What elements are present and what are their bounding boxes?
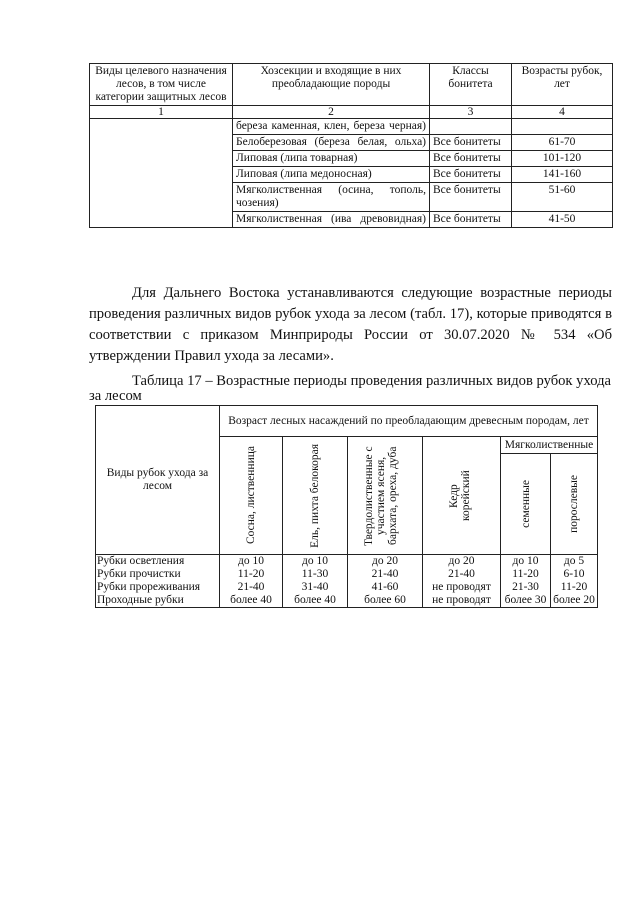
class-cell — [430, 119, 512, 135]
header-bonitet-classes: Классы бонитета — [430, 64, 512, 106]
header-softwood: Мягколиственные — [501, 437, 598, 454]
class-cell: Все бонитеты — [430, 151, 512, 167]
row-label: Рубки осветления — [96, 555, 220, 569]
cutting-age-table — [89, 63, 613, 228]
value-cell: до 20 — [348, 555, 423, 569]
body-paragraph: Для Дальнего Востока устанавливаются следующие возрастные периоды проведения различных видов рубок ухода за лесом (табл. 17), которые приводятся в соответствии с приказом Минприроды России от 30.07.2020 № 534 «Об утверждении Правил ухода за лесами». — [89, 285, 612, 364]
header-korean-cedar: Кедр корейский — [423, 437, 501, 555]
header-hardwood: Твердолиственные с участием ясеня, бархата, ореха, дуба — [348, 437, 423, 555]
value-cell: не проводят — [423, 594, 501, 608]
species-cell: Липовая (липа товарная) — [233, 151, 430, 167]
header-sections-species: Хозсекции и входящие в них преобладающие породы — [233, 64, 430, 106]
value-cell: более 40 — [220, 594, 283, 608]
age-cell: 41-50 — [512, 212, 613, 228]
value-cell: более 20 — [551, 594, 598, 608]
species-cell: береза каменная, клен, береза черная) — [233, 119, 430, 135]
species-cell: Мягколиственная (ива древовидная) — [233, 212, 430, 228]
header-coppice: порослевые — [551, 454, 598, 555]
table-header-row — [90, 64, 613, 106]
age-cell: 61-70 — [512, 135, 613, 151]
header-spruce-fir: Ель, пихта белокорая — [283, 437, 348, 555]
table-caption: Таблица 17 – Возрастные периоды проведения различных видов рубок ухода за лесом — [89, 373, 611, 404]
value-cell: 6-10 — [551, 568, 598, 581]
value-cell: до 10 — [220, 555, 283, 569]
value-cell: 21-40 — [220, 581, 283, 594]
header-cutting-types: Виды рубок ухода за лесом — [96, 406, 220, 555]
table-row — [96, 568, 598, 581]
value-cell: до 20 — [423, 555, 501, 569]
value-cell: 11-30 — [283, 568, 348, 581]
header-row-1 — [96, 406, 598, 437]
value-cell: более 40 — [283, 594, 348, 608]
value-cell: 11-20 — [220, 568, 283, 581]
header-seed-origin: семенные — [501, 454, 551, 555]
value-cell: 11-20 — [551, 581, 598, 594]
value-cell: 21-40 — [348, 568, 423, 581]
age-cell: 141-160 — [512, 167, 613, 183]
age-cell — [512, 119, 613, 135]
species-cell: Белоберезовая (береза белая, ольха) — [233, 135, 430, 151]
header-cutting-ages: Возрасты рубок, лет — [512, 64, 613, 106]
species-cell: Мягколиственная (осина, тополь, чозения) — [233, 183, 430, 212]
class-cell: Все бонитеты — [430, 212, 512, 228]
value-cell: более 60 — [348, 594, 423, 608]
species-cell: Липовая (липа медоносная) — [233, 167, 430, 183]
table-row — [90, 119, 613, 135]
table-row — [96, 555, 598, 569]
header-pine-larch: Сосна, лиственница — [220, 437, 283, 555]
value-cell: до 5 — [551, 555, 598, 569]
value-cell: более 30 — [501, 594, 551, 608]
table-row — [96, 581, 598, 594]
table-row — [96, 594, 598, 608]
row-label: Рубки прореживания — [96, 581, 220, 594]
value-cell: 21-40 — [423, 568, 501, 581]
row-label: Рубки прочистки — [96, 568, 220, 581]
value-cell: до 10 — [283, 555, 348, 569]
column-number: 1 — [90, 106, 233, 119]
purpose-cell — [90, 119, 233, 228]
value-cell: 21-30 — [501, 581, 551, 594]
value-cell: 11-20 — [501, 568, 551, 581]
class-cell: Все бонитеты — [430, 183, 512, 212]
value-cell: не проводят — [423, 581, 501, 594]
row-label: Проходные рубки — [96, 594, 220, 608]
header-forest-purpose: Виды целевого назначения лесов, в том числе категории защитных лесов — [90, 64, 233, 106]
header-stand-age: Возраст лесных насаждений по преобладающим древесным породам, лет — [220, 406, 598, 437]
column-numbers-row — [90, 106, 613, 119]
class-cell: Все бонитеты — [430, 135, 512, 151]
column-number: 3 — [430, 106, 512, 119]
column-number: 4 — [512, 106, 613, 119]
value-cell: до 10 — [501, 555, 551, 569]
care-cutting-periods-table — [95, 405, 598, 608]
class-cell: Все бонитеты — [430, 167, 512, 183]
age-cell: 101-120 — [512, 151, 613, 167]
age-cell: 51-60 — [512, 183, 613, 212]
value-cell: 31-40 — [283, 581, 348, 594]
column-number: 2 — [233, 106, 430, 119]
value-cell: 41-60 — [348, 581, 423, 594]
